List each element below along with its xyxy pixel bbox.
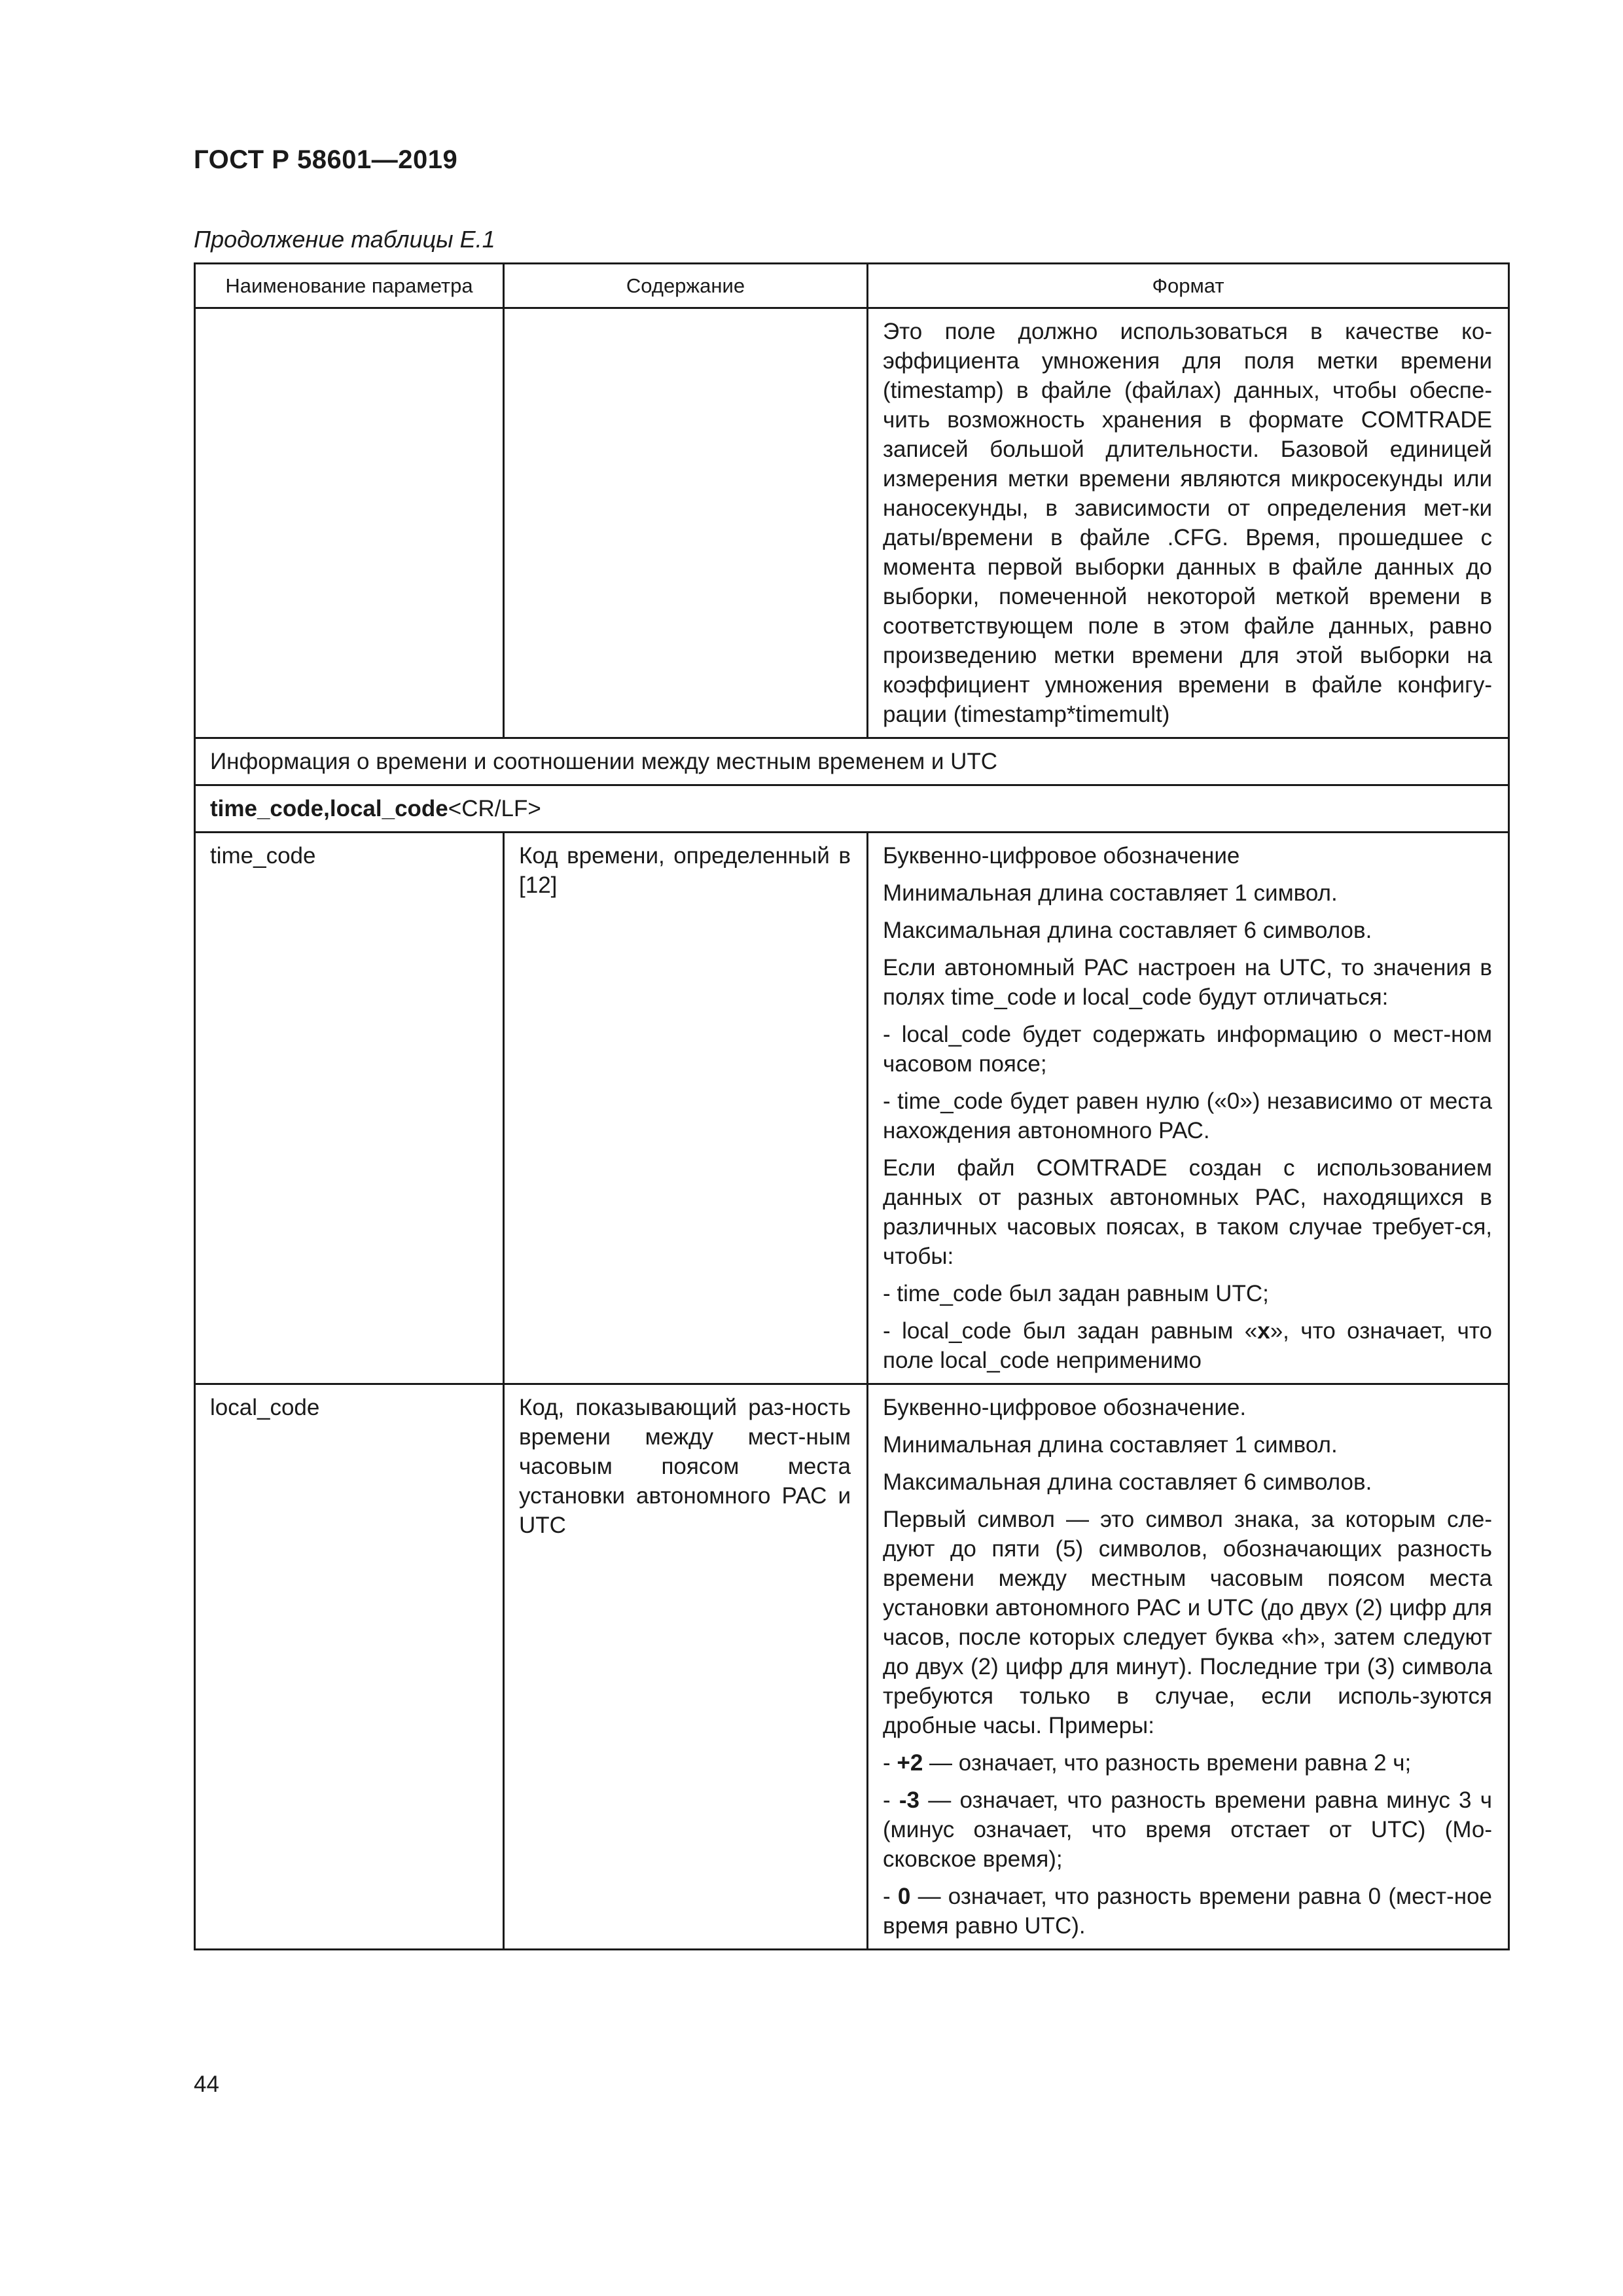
table-row-local-code — [195, 1384, 1509, 1950]
cell-content: Код, показывающий раз-ность времени между мест-ным часовым поясом места установки автономного РАС и UTC — [504, 1384, 868, 1950]
format-paragraph: Максимальная длина составляет 6 символов. — [883, 1469, 1372, 1495]
format-text: », что означает, что поле local_code неприменимо — [883, 1318, 1492, 1373]
format-paragraph: - local_code будет содержать информацию о мест-ном часовом поясе; — [883, 1022, 1492, 1077]
format-paragraph: Минимальная длина составляет 1 символ. — [883, 880, 1338, 906]
format-bold: x — [1257, 1318, 1270, 1344]
format-paragraph: Минимальная длина составляет 1 символ. — [883, 1432, 1338, 1458]
table-row-section-info — [195, 738, 1509, 785]
example-item — [883, 1882, 1492, 1941]
format-paragraph: - time_code был задан равным UTC; — [883, 1281, 1269, 1306]
table-row-timemult — [195, 308, 1509, 738]
page-number: 44 — [194, 2072, 219, 2097]
example-text: — означает, что разность времени равна минус 3 ч (минус означает, что время отстает от UTC) (Мо-сковское время); — [883, 1787, 1492, 1872]
format-text: - local_code был задан равным « — [883, 1318, 1258, 1344]
example-value: -3 — [899, 1787, 919, 1813]
table-row-time-code — [195, 833, 1509, 1384]
cell-name: local_code — [195, 1384, 504, 1950]
section-code-cell — [195, 785, 1509, 833]
section-code-bold: time_code,local_code — [210, 796, 448, 821]
column-header-format: Формат — [868, 264, 1509, 308]
parameters-table — [194, 262, 1510, 1950]
example-item — [883, 1785, 1492, 1874]
format-paragraph: Максимальная длина составляет 6 символов. — [883, 918, 1372, 943]
example-value: +2 — [897, 1750, 923, 1776]
example-prefix: - — [883, 1884, 898, 1909]
example-item — [883, 1748, 1492, 1778]
section-info-cell: Информация о времени и соотношении между местным временем и UTC — [195, 738, 1509, 785]
format-paragraph-last — [883, 1316, 1492, 1375]
table-caption: Продолжение таблицы Е.1 — [194, 226, 495, 253]
table-row-section-code — [195, 785, 1509, 833]
example-prefix: - — [883, 1787, 899, 1813]
document-header: ГОСТ Р 58601—2019 — [194, 145, 458, 174]
cell-name — [195, 308, 504, 738]
column-header-content: Содержание — [504, 264, 868, 308]
column-header-name: Наименование параметра — [195, 264, 504, 308]
cell-content: Код времени, определенный в [12] — [504, 833, 868, 1384]
example-prefix: - — [883, 1750, 897, 1776]
cell-name: time_code — [195, 833, 504, 1384]
format-paragraph: Буквенно-цифровое обозначение. — [883, 1395, 1247, 1420]
format-paragraph: Буквенно-цифровое обозначение — [883, 843, 1240, 869]
format-paragraph: Первый символ — это символ знака, за которым сле-дуют до пяти (5) символов, обозначающих разность времени между местным часовым поясом места установки автономного РАС и UTC (до двух (2) цифр для часов, после которых следует буква «h», затем следуют до двух (2) цифр для минут). Последние три (3) символа требуются только в случае, если исполь-зуются дробные часы. Примеры: — [883, 1507, 1492, 1738]
format-paragraph: - time_code будет равен нулю («0») независимо от места нахождения автономного РАС. — [883, 1088, 1492, 1143]
format-paragraph: Если файл COMTRADE создан с использованием данных от разных автономных РАС, находящихся в различных часовых поясах, в таком случае требует-ся, чтобы: — [883, 1155, 1492, 1269]
example-text: — означает, что разность времени равна 0 (мест-ное время равно UTC). — [883, 1884, 1492, 1939]
example-text: — означает, что разность времени равна 2 ч; — [923, 1750, 1412, 1776]
cell-format — [868, 833, 1509, 1384]
example-value: 0 — [897, 1884, 911, 1909]
cell-content — [504, 308, 868, 738]
cell-format — [868, 1384, 1509, 1950]
format-paragraph: Если автономный РАС настроен на UTC, то значения в полях time_code и local_code будут отличаться: — [883, 955, 1492, 1010]
table-header-row — [195, 264, 1509, 308]
section-code-rest: <CR/LF> — [448, 796, 541, 821]
cell-format: Это поле должно использоваться в качестве ко-эффициента умножения для поля метки времени (timestamp) в файле (файлах) данных, чтобы обеспе-чить возможность хранения в формате COMTRADE записей большой длительности. Базовой единицей измерения метки времени являются микросекунды или наносекунды, в зависимости от определения мет-ки даты/времени в файле .CFG. Время, прошедшее с момента первой выборки данных в файле данных до выборки, помеченной некоторой меткой времени в соответствующем поле в этом файле данных, равно произведению метки времени для этой выборки на коэффициент умножения времени в файле конфигу-рации (timestamp*timemult) — [868, 308, 1509, 738]
